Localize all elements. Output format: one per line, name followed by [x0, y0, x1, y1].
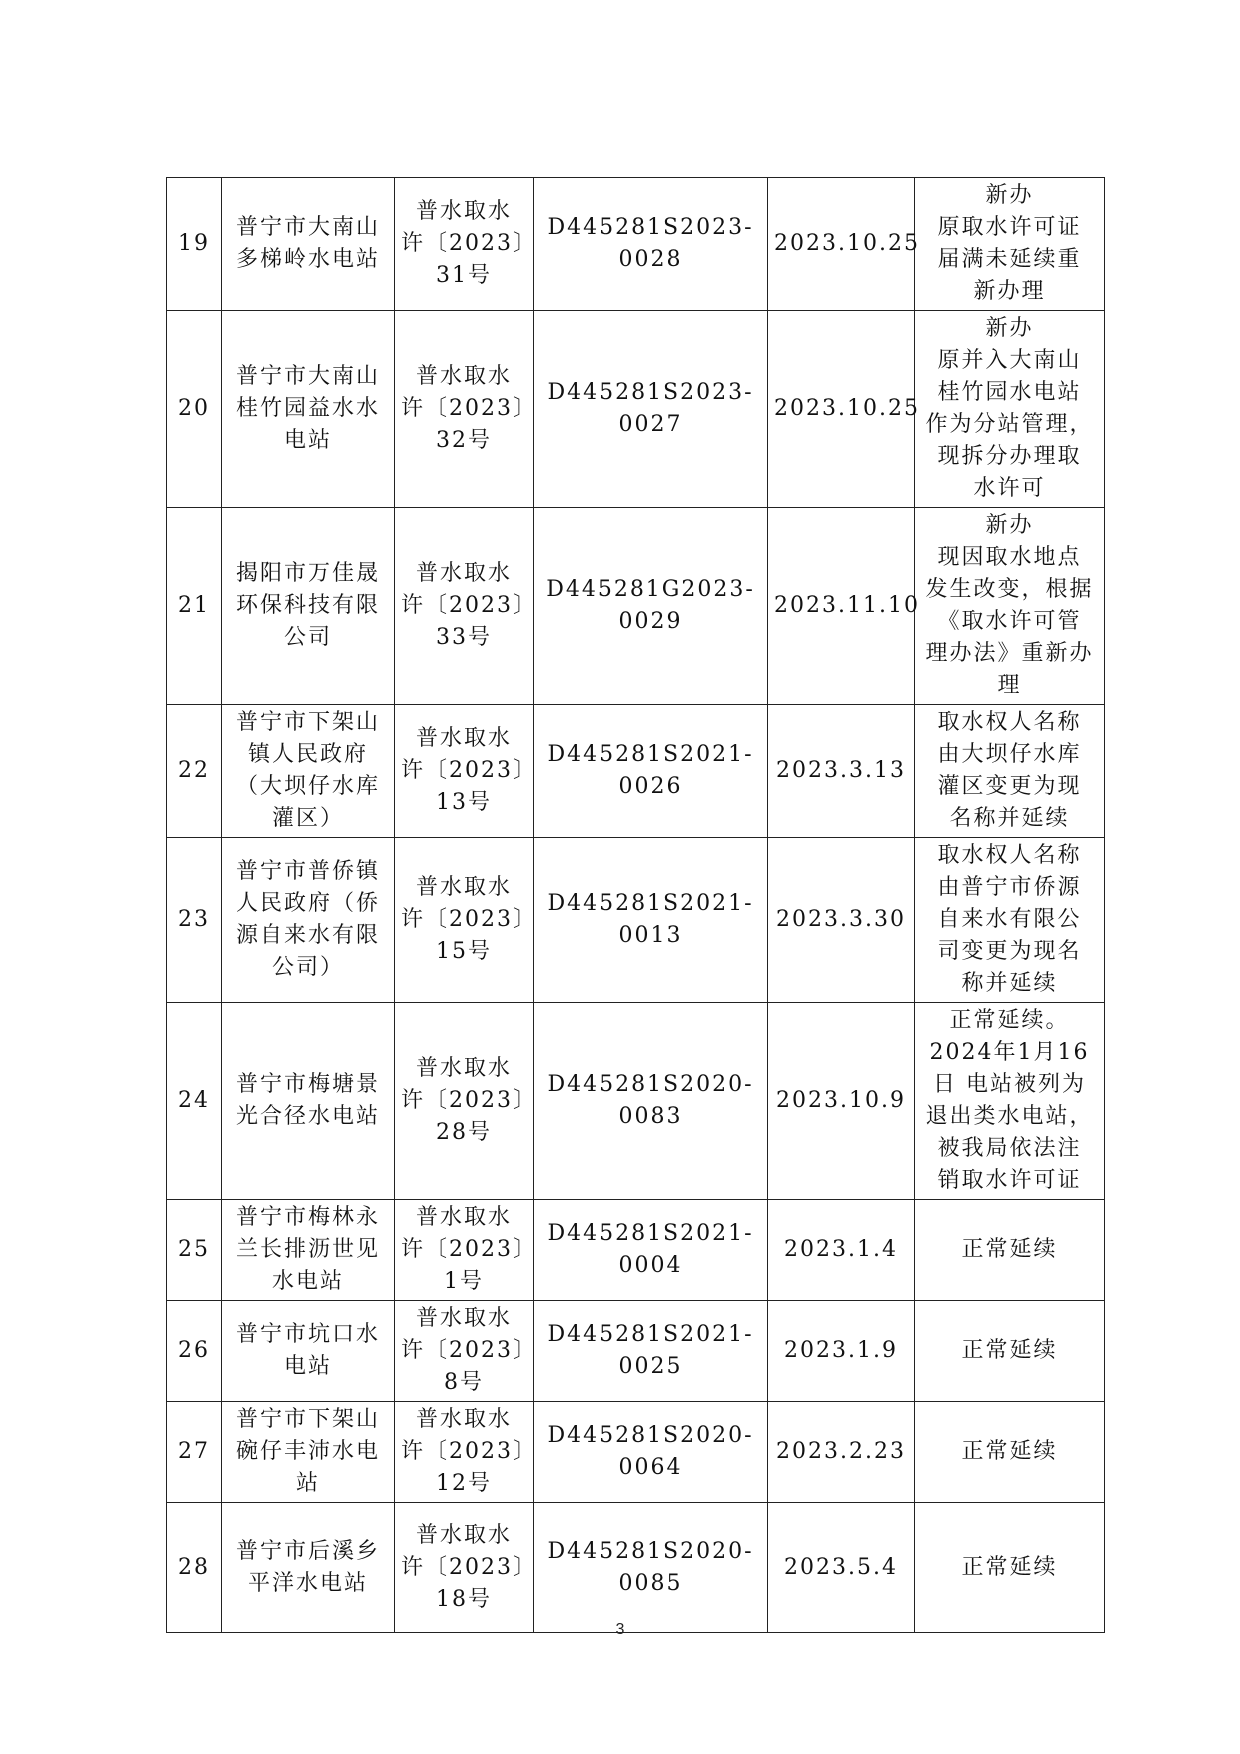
certificate-code-cell: D445281G2023-0029 — [534, 508, 768, 705]
row-number-cell: 20 — [167, 311, 222, 508]
permit-number-cell — [395, 1402, 537, 1503]
remark-cell-line: 日 电站被列为 — [933, 1072, 1086, 1097]
permit-number-cell — [395, 178, 537, 311]
holder-name-cell-line: 普宁市梅塘景 — [235, 1072, 380, 1097]
certificate-code-cell: D445281S2020-0083 — [534, 1003, 768, 1200]
permit-number-cell-line: 普水取水 — [415, 1522, 512, 1548]
permit-number-cell — [395, 508, 537, 705]
holder-name-cell-line: 多梯岭水电站 — [235, 247, 380, 272]
certificate-code-cell: D445281S2021-0004 — [534, 1200, 768, 1301]
remark-cell — [915, 1503, 1105, 1633]
holder-name-cell-line: 普宁市大南山 — [235, 215, 380, 240]
certificate-code-cell: D445281S2020-0064 — [534, 1402, 768, 1503]
remark-cell — [915, 1200, 1105, 1301]
permit-number-cell-line: 许〔2023〕 — [401, 1338, 537, 1363]
remark-cell-line: 发生改变，根据 — [925, 577, 1094, 602]
row-number-cell: 22 — [167, 705, 222, 838]
issue-date-cell: 2023.10.9 — [768, 1003, 915, 1200]
certificate-code-cell: D445281S2021-0025 — [534, 1301, 768, 1402]
permit-number-cell-line: 许〔2023〕 — [401, 593, 537, 618]
permit-number-cell-line: 12号 — [436, 1471, 492, 1496]
remark-cell — [915, 838, 1105, 1003]
issue-date-cell: 2023.2.23 — [768, 1402, 915, 1503]
table-row — [167, 1200, 1105, 1301]
row-number-cell: 23 — [167, 838, 222, 1003]
holder-name-cell-line: 站 — [295, 1471, 320, 1496]
permit-number-cell-line: 许〔2023〕 — [401, 758, 537, 783]
holder-name-cell — [222, 1301, 395, 1402]
remark-cell-line: 取水权人名称 — [937, 843, 1082, 868]
permit-number-cell-line: 18号 — [436, 1586, 492, 1612]
holder-name-cell — [222, 838, 395, 1003]
remark-cell — [915, 508, 1105, 705]
remark-cell-line: 届满未延续重 — [937, 247, 1082, 272]
holder-name-cell — [222, 1003, 395, 1200]
remark-cell-line: 灌区变更为现 — [937, 774, 1082, 799]
certificate-code-cell: D445281S2021-0013 — [534, 838, 768, 1003]
permit-number-cell-line: 13号 — [436, 790, 492, 815]
remark-cell-line: 新办理 — [973, 279, 1046, 304]
remark-cell-line: 新办 — [985, 316, 1034, 341]
holder-name-cell-line: 碗仔丰沛水电 — [235, 1439, 380, 1464]
table-row — [167, 508, 1105, 705]
remark-cell-line: 水许可 — [973, 476, 1046, 501]
permit-number-cell-line: 32号 — [436, 428, 492, 453]
permit-number-cell-line: 许〔2023〕 — [401, 1237, 537, 1262]
permit-number-cell-line: 31号 — [436, 263, 492, 288]
permit-number-cell-line: 许〔2023〕 — [401, 1088, 537, 1113]
permit-number-cell-line: 33号 — [436, 625, 492, 650]
issue-date-cell: 2023.1.9 — [768, 1301, 915, 1402]
holder-name-cell-line: 普宁市下架山 — [235, 1407, 380, 1432]
certificate-code-cell: D445281S2023-0028 — [534, 178, 768, 311]
permit-number-cell-line: 28号 — [436, 1120, 492, 1145]
permit-number-cell — [395, 838, 537, 1003]
holder-name-cell-line: 公司） — [271, 955, 344, 980]
holder-name-cell — [222, 1503, 395, 1633]
permit-number-cell — [395, 1301, 537, 1402]
remark-cell-line: 正常延续 — [961, 1338, 1058, 1363]
remark-cell — [915, 178, 1105, 311]
remark-cell-line: 称并延续 — [961, 971, 1058, 996]
permit-number-cell — [395, 1200, 537, 1301]
remark-cell-line: 原取水许可证 — [937, 215, 1082, 240]
permit-number-cell — [395, 1003, 537, 1200]
holder-name-cell-line: 兰长排沥世见 — [235, 1237, 380, 1262]
remark-cell-line: 现因取水地点 — [937, 545, 1082, 570]
row-number-cell: 24 — [167, 1003, 222, 1200]
issue-date-cell: 2023.11.10 — [768, 508, 915, 705]
holder-name-cell-line: 桂竹园益水水 — [235, 396, 380, 421]
holder-name-cell-line: 普宁市坑口水 — [235, 1322, 380, 1347]
holder-name-cell-line: 电站 — [283, 1354, 332, 1379]
issue-date-cell: 2023.5.4 — [768, 1503, 915, 1633]
permit-table-body — [167, 178, 1105, 1633]
certificate-code-cell: D445281S2020-0085 — [534, 1503, 768, 1633]
holder-name-cell-line: 电站 — [283, 428, 332, 453]
holder-name-cell — [222, 1200, 395, 1301]
row-number-cell: 21 — [167, 508, 222, 705]
holder-name-cell-line: 人民政府（侨 — [235, 891, 380, 916]
permit-number-cell-line: 普水取水 — [415, 561, 512, 586]
row-number-cell: 19 — [167, 178, 222, 311]
table-row — [167, 705, 1105, 838]
remark-cell-line: 由大坝仔水库 — [937, 742, 1082, 767]
permit-number-cell-line: 许〔2023〕 — [401, 396, 537, 421]
remark-cell — [915, 1003, 1105, 1200]
holder-name-cell-line: 环保科技有限 — [235, 593, 380, 618]
issue-date-cell: 2023.3.30 — [768, 838, 915, 1003]
permit-number-cell-line: 普水取水 — [415, 1056, 512, 1081]
permit-number-cell — [395, 1503, 537, 1633]
holder-name-cell-line: 揭阳市万佳晟 — [235, 561, 380, 586]
remark-cell-line: 销取水许可证 — [937, 1168, 1082, 1193]
permit-number-cell-line: 普水取水 — [415, 1306, 512, 1331]
permit-number-cell-line: 普水取水 — [415, 199, 512, 224]
permit-number-cell-line: 普水取水 — [415, 1407, 512, 1432]
row-number-cell: 25 — [167, 1200, 222, 1301]
permit-number-cell — [395, 311, 537, 508]
holder-name-cell — [222, 508, 395, 705]
permit-number-cell-line: 普水取水 — [415, 726, 512, 751]
holder-name-cell-line: 公司 — [283, 625, 332, 650]
remark-cell — [915, 1301, 1105, 1402]
table-row — [167, 1503, 1105, 1633]
remark-cell-line: 《取水许可管 — [937, 609, 1082, 634]
permit-number-cell-line: 15号 — [436, 939, 492, 964]
remark-cell-line: 2024年1月16 — [929, 1040, 1090, 1065]
holder-name-cell — [222, 311, 395, 508]
holder-name-cell-line: 普宁市大南山 — [235, 364, 380, 389]
permit-number-cell-line: 普水取水 — [415, 1205, 512, 1230]
certificate-code-cell: D445281S2021-0026 — [534, 705, 768, 838]
permit-number-cell-line: 许〔2023〕 — [401, 1554, 537, 1580]
permit-table — [166, 177, 1105, 1633]
holder-name-cell-line: 源自来水有限 — [235, 923, 380, 948]
remark-cell-line: 自来水有限公 — [937, 907, 1082, 932]
remark-cell — [915, 1402, 1105, 1503]
permit-number-cell-line: 许〔2023〕 — [401, 1439, 537, 1464]
remark-cell-line: 退出类水电站， — [925, 1104, 1094, 1129]
holder-name-cell-line: 水电站 — [271, 1269, 344, 1294]
remark-cell — [915, 311, 1105, 508]
row-number-cell: 26 — [167, 1301, 222, 1402]
holder-name-cell — [222, 705, 395, 838]
remark-cell — [915, 705, 1105, 838]
permit-number-cell-line: 普水取水 — [415, 875, 512, 900]
permit-number-cell-line: 1号 — [444, 1269, 484, 1294]
holder-name-cell-line: 普宁市普侨镇 — [235, 859, 380, 884]
issue-date-cell: 2023.3.13 — [768, 705, 915, 838]
holder-name-cell-line: 普宁市下架山 — [235, 710, 380, 735]
row-number-cell: 27 — [167, 1402, 222, 1503]
remark-cell-line: 正常延续 — [961, 1237, 1058, 1262]
remark-cell-line: 新办 — [985, 183, 1034, 208]
row-number-cell: 28 — [167, 1503, 222, 1633]
holder-name-cell-line: 灌区） — [271, 806, 344, 831]
remark-cell-line: 由普宁市侨源 — [937, 875, 1082, 900]
remark-cell-line: 正常延续 — [961, 1439, 1058, 1464]
remark-cell-line: 原并入大南山 — [937, 348, 1082, 373]
remark-cell-line: 被我局依法注 — [937, 1136, 1082, 1161]
page-number: 3 — [615, 1621, 625, 1638]
permit-number-cell-line: 许〔2023〕 — [401, 231, 537, 256]
remark-cell-line: 桂竹园水电站 — [937, 380, 1082, 405]
table-row — [167, 1301, 1105, 1402]
remark-cell-line: 现拆分办理取 — [937, 444, 1082, 469]
permit-number-cell-line: 许〔2023〕 — [401, 907, 537, 932]
remark-cell-line: 名称并延续 — [949, 806, 1070, 831]
holder-name-cell-line: 光合径水电站 — [235, 1104, 380, 1129]
remark-cell-line: 取水权人名称 — [937, 710, 1082, 735]
table-row — [167, 1003, 1105, 1200]
holder-name-cell-line: （大坝仔水库 — [235, 774, 380, 799]
issue-date-cell: 2023.10.25 — [768, 311, 915, 508]
remark-cell-line: 理 — [997, 673, 1022, 698]
holder-name-cell — [222, 178, 395, 311]
permit-number-cell — [395, 705, 537, 838]
remark-cell-line: 理办法》重新办 — [925, 641, 1094, 666]
remark-cell-line: 司变更为现名 — [937, 939, 1082, 964]
issue-date-cell: 2023.1.4 — [768, 1200, 915, 1301]
table-row — [167, 1402, 1105, 1503]
table-row — [167, 311, 1105, 508]
holder-name-cell-line: 镇人民政府 — [247, 742, 368, 767]
remark-cell-line: 正常延续 — [961, 1554, 1058, 1580]
holder-name-cell — [222, 1402, 395, 1503]
holder-name-cell-line: 普宁市后溪乡 — [235, 1538, 380, 1564]
remark-cell-line: 正常延续。 — [949, 1008, 1070, 1033]
permit-number-cell-line: 普水取水 — [415, 364, 512, 389]
issue-date-cell: 2023.10.25 — [768, 178, 915, 311]
certificate-code-cell: D445281S2023-0027 — [534, 311, 768, 508]
holder-name-cell-line: 平洋水电站 — [247, 1570, 368, 1596]
table-row — [167, 838, 1105, 1003]
holder-name-cell-line: 普宁市梅林永 — [235, 1205, 380, 1230]
remark-cell-line: 新办 — [985, 513, 1034, 538]
permit-number-cell-line: 8号 — [444, 1370, 484, 1395]
table-row — [167, 178, 1105, 311]
remark-cell-line: 作为分站管理， — [925, 412, 1094, 437]
